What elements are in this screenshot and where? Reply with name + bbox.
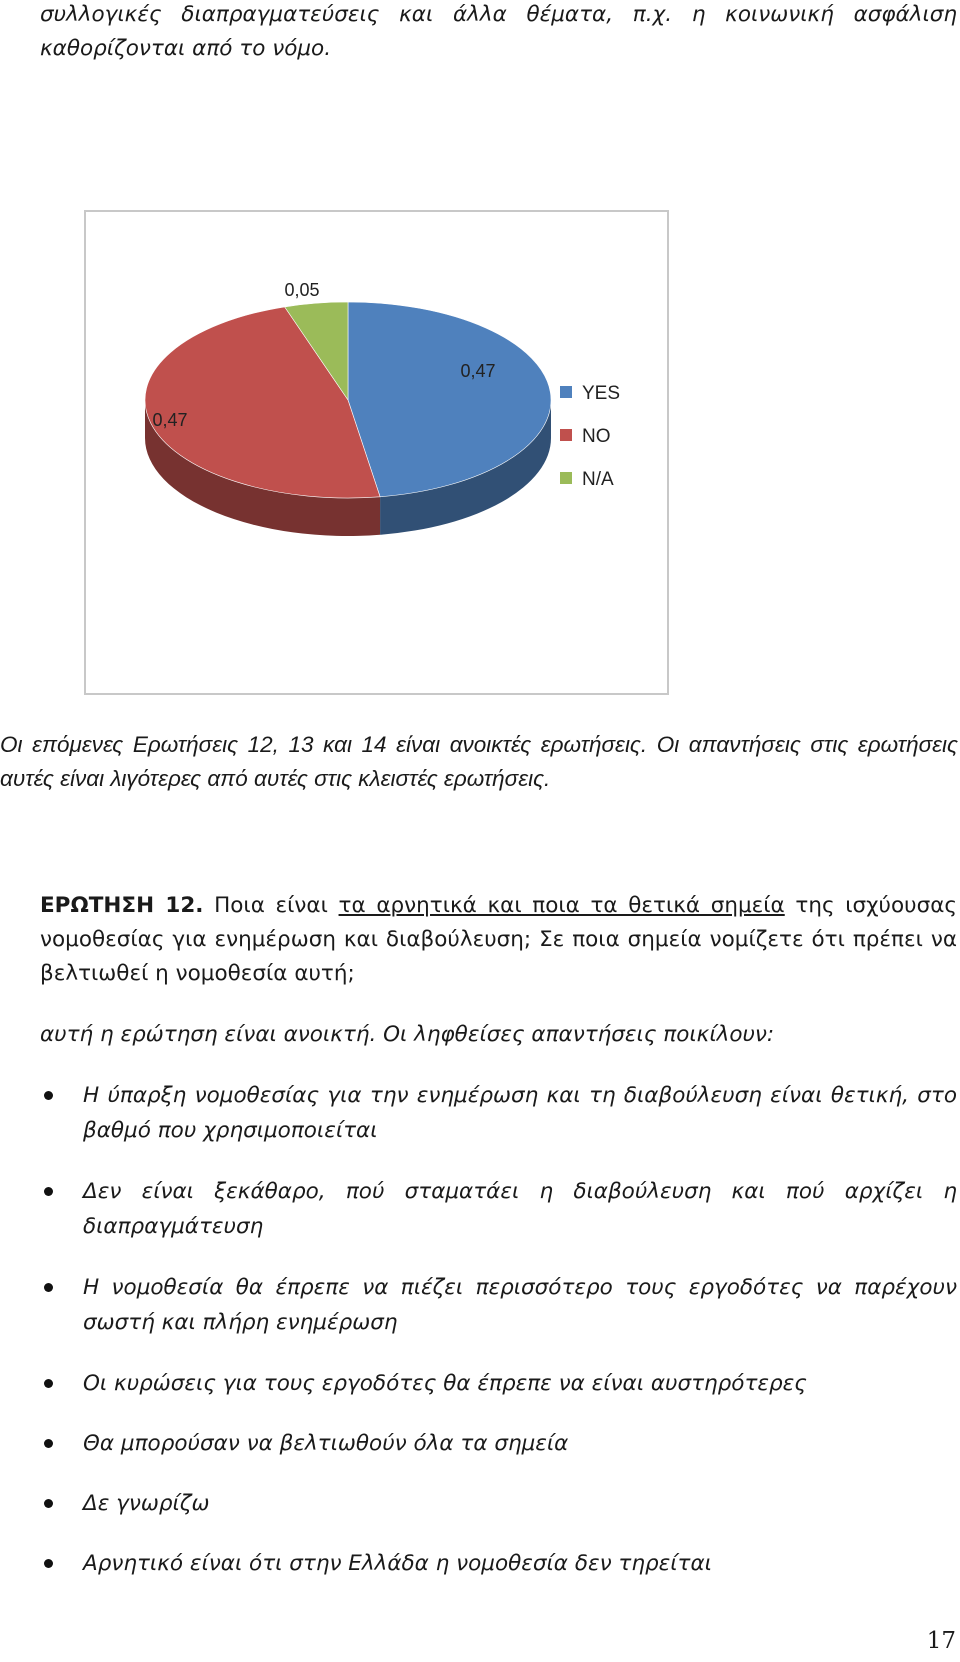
bullet-icon — [44, 1187, 53, 1196]
legend-swatch — [560, 386, 572, 398]
legend-swatch — [560, 472, 572, 484]
bullet-icon — [44, 1379, 53, 1388]
page-number: 17 — [926, 1628, 956, 1654]
question-12 — [40, 889, 957, 991]
pie-chart-svg — [86, 212, 667, 693]
pie-chart — [84, 210, 669, 695]
bullet-icon — [44, 1091, 53, 1100]
legend-swatch — [560, 429, 572, 441]
pie-data-label: 0,47 — [152, 410, 188, 430]
question-underlined: τα αρνητικά και ποια τα θετικά σημεία — [338, 893, 785, 918]
legend-label: NO — [582, 426, 611, 447]
bullet-icon — [44, 1439, 53, 1448]
top-paragraph: συλλογικές διαπραγματεύσεις και άλλα θέματα, π.χ. η κοινωνική ασφάλιση καθορίζονται από το νόμο. — [40, 2, 957, 61]
open-questions-note: Οι επόμενες Ερωτήσεις 12, 13 και 14 είναι ανοικτές ερωτήσεις. Οι απαντήσεις στις ερωτήσεις αυτές είναι λιγότερες από αυτές στις κλειστές ερωτήσεις. — [0, 732, 958, 791]
answers-intro: αυτή η ερώτηση είναι ανοικτή. Οι ληφθείσες απαντήσεις ποικίλουν: — [40, 1022, 775, 1047]
bullet-icon — [44, 1499, 53, 1508]
bullet-icon — [44, 1283, 53, 1292]
pie-data-label: 0,47 — [460, 361, 496, 381]
question-text-after: της ισχύουσας νομοθεσίας για ενημέρωση και διαβούλευση; Σε ποια σημεία νομίζετε ότι πρέπει να βελτιωθεί η νομοθεσία αυτή; — [40, 893, 958, 986]
bullet-icon — [44, 1559, 53, 1568]
pie-data-label: 0,05 — [284, 280, 320, 300]
question-text-before: Ποια είναι — [203, 893, 339, 918]
question-label: ΕΡΩΤΗΣΗ 12. — [40, 893, 204, 918]
legend-label: N/A — [582, 469, 614, 490]
legend-label: YES — [582, 383, 621, 404]
